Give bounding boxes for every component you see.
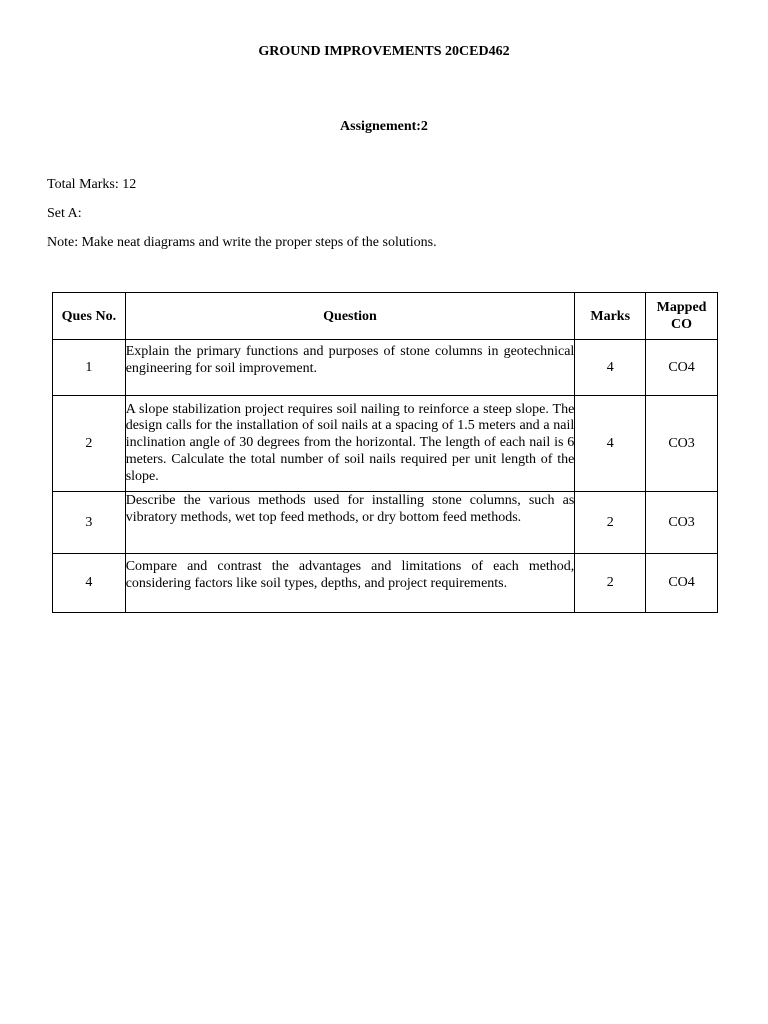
table-row [53,492,718,554]
questions-table [52,292,718,613]
document-title: GROUND IMPROVEMENTS 20CED462 [258,44,510,59]
table-row [53,554,718,613]
question-text: Explain the primary functions and purposes of stone columns in geotechnical engineering for soil improvement. [125,340,575,396]
question-marks: 4 [575,340,646,396]
note-text: Note: Make neat diagrams and write the proper steps of the solutions. [47,235,437,250]
table-header-row [53,293,718,340]
question-co: CO3 [646,396,718,492]
table-row [53,340,718,396]
assignment-title: Assignement:2 [340,119,428,134]
header-marks: Marks [575,293,646,340]
question-text: Compare and contrast the advantages and limitations of each method, considering factors like soil types, depths, and project requirements. [125,554,575,613]
question-number: 1 [53,340,126,396]
total-marks: Total Marks: 12 [47,177,137,192]
question-text: A slope stabilization project requires soil nailing to reinforce a steep slope. The design calls for the installation of soil nails at a spacing of 1.5 meters and a nail inclination angle of 30 degrees from the horizontal. The length of each nail is 6 meters. Calculate the total number of soil nails required per unit length of the slope. [125,396,575,492]
question-marks: 2 [575,554,646,613]
set-label: Set A: [47,206,82,221]
question-text: Describe the various methods used for installing stone columns, such as vibratory methods, wet top feed methods, or dry bottom feed methods. [125,492,575,554]
table-row [53,396,718,492]
question-number: 2 [53,396,126,492]
header-ques-no: Ques No. [53,293,126,340]
question-number: 3 [53,492,126,554]
question-co: CO4 [646,554,718,613]
header-mapped-co: Mapped CO [646,293,718,340]
question-marks: 2 [575,492,646,554]
question-co: CO4 [646,340,718,396]
question-number: 4 [53,554,126,613]
header-question: Question [125,293,575,340]
question-co: CO3 [646,492,718,554]
question-marks: 4 [575,396,646,492]
